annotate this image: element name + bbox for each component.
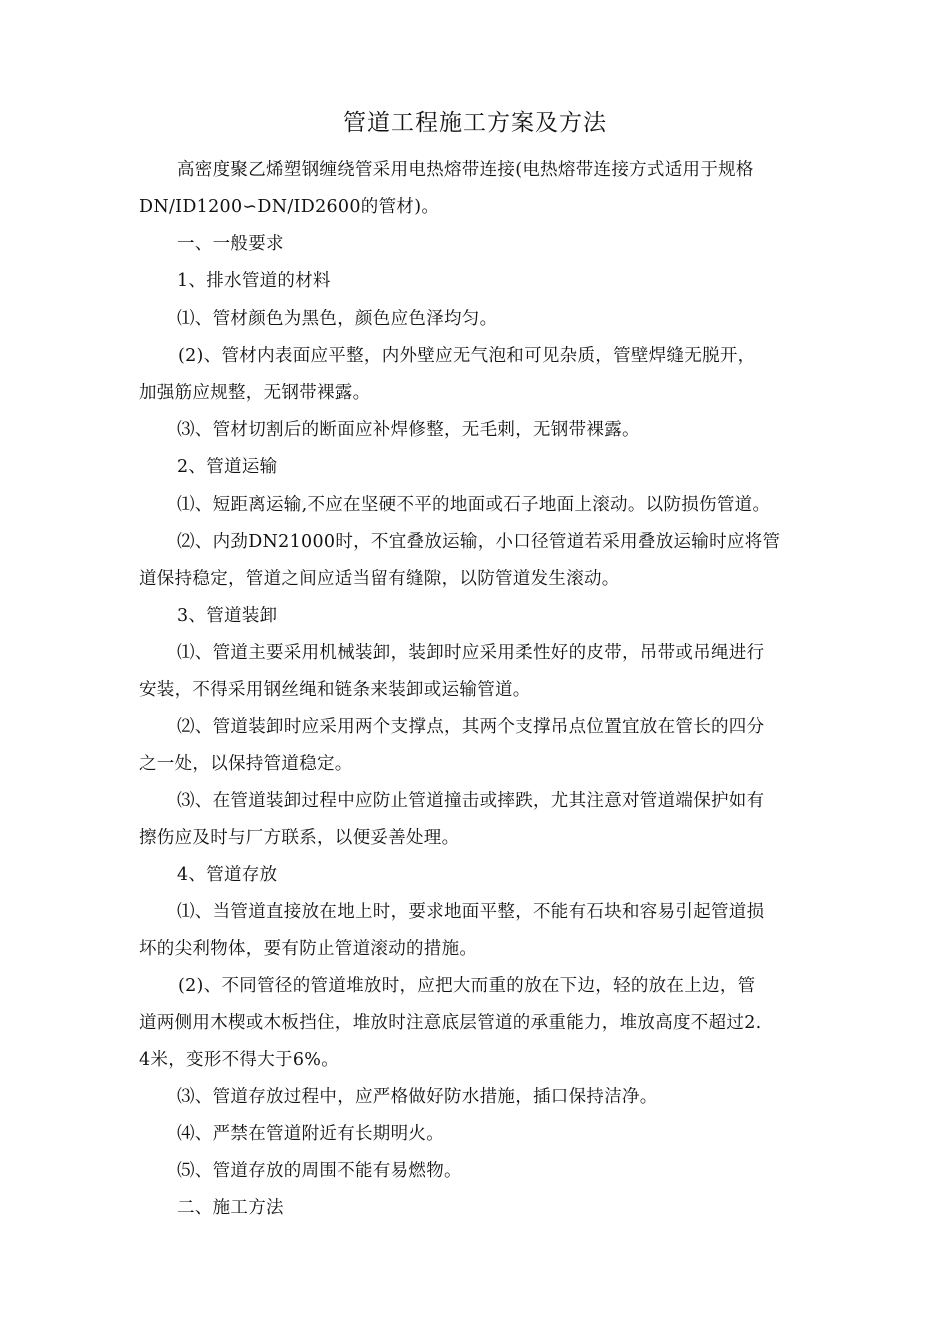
paragraph-line: (2)、管材内表面应平整，内外壁应无气泡和可见杂质，管壁焊缝无脱开， [178,346,756,366]
section-heading: 二、施工方法 [177,1198,284,1218]
paragraph-line: 道保持稳定，管道之间应适当留有缝隙，以防管道发生滚动。 [139,569,620,589]
paragraph-line: ⑶、在管道装卸过程中应防止管道撞击或摔跌，尤其注意对管道端保护如有 [177,791,765,811]
paragraph-line: ⑷、严禁在管道附近有长期明火。 [177,1124,444,1144]
paragraph-line: ⑴、管道主要采用机械装卸，装卸时应采用柔性好的皮带，吊带或吊绳进行 [177,643,765,663]
paragraph-line: ⑴、当管道直接放在地上时，要求地面平整，不能有石块和容易引起管道损 [177,902,765,922]
paragraph-line: 道两侧用木楔或木板挡住，堆放时注意底层管道的承重能力，堆放高度不超过2. [139,1013,762,1033]
subsection-heading: 1、排水管道的材料 [177,271,331,291]
document-title: 管道工程施工方案及方法 [343,110,607,136]
paragraph-line: ⑵、内劲DN21000时，不宜叠放运输，小口径管道若采用叠放运输时应将管 [177,532,781,552]
paragraph-line: ⑴、短距离运输,不应在坚硬不平的地面或石子地面上滚动。以防损伤管道。 [177,495,771,515]
paragraph-line: 之一处，以保持管道稳定。 [139,754,353,774]
paragraph-line: 擦伤应及时与厂方联系，以便妥善处理。 [139,828,460,848]
paragraph-line: (2)、不同管径的管道堆放时，应把大而重的放在下边，轻的放在上边，管 [178,976,756,996]
paragraph-line: 高密度聚乙烯塑钢缠绕管采用电热熔带连接(电热熔带连接方式适用于规格 [177,160,754,180]
section-heading: 一、一般要求 [177,234,284,254]
paragraph-line: 坏的尖利物体，要有防止管道滚动的措施。 [139,939,478,959]
paragraph-line: ⑸、管道存放的周围不能有易燃物。 [177,1161,462,1181]
paragraph-line: 加强筋应规整，无钢带裸露。 [139,383,371,403]
paragraph-line: ⑶、管材切割后的断面应补焊修整，无毛刺，无钢带裸露。 [177,420,640,440]
paragraph-line: 安装，不得采用钢丝绳和链条来装卸或运输管道。 [139,680,531,700]
paragraph-line: ⑴、管材颜色为黑色，颜色应色泽均匀。 [177,309,498,329]
paragraph-line: 4米，变形不得大于6%。 [139,1050,339,1070]
subsection-heading: 3、管道装卸 [177,606,278,626]
subsection-heading: 2、管道运输 [177,457,278,477]
paragraph-line: ⑶、管道存放过程中，应严格做好防水措施，插口保持洁净。 [177,1087,658,1107]
paragraph-line: DN/ID1200∽DN/ID2600的管材)。 [139,197,440,217]
paragraph-line: ⑵、管道装卸时应采用两个支撑点，其两个支撑吊点位置宜放在管长的四分 [177,717,765,737]
subsection-heading: 4、管道存放 [177,865,278,885]
